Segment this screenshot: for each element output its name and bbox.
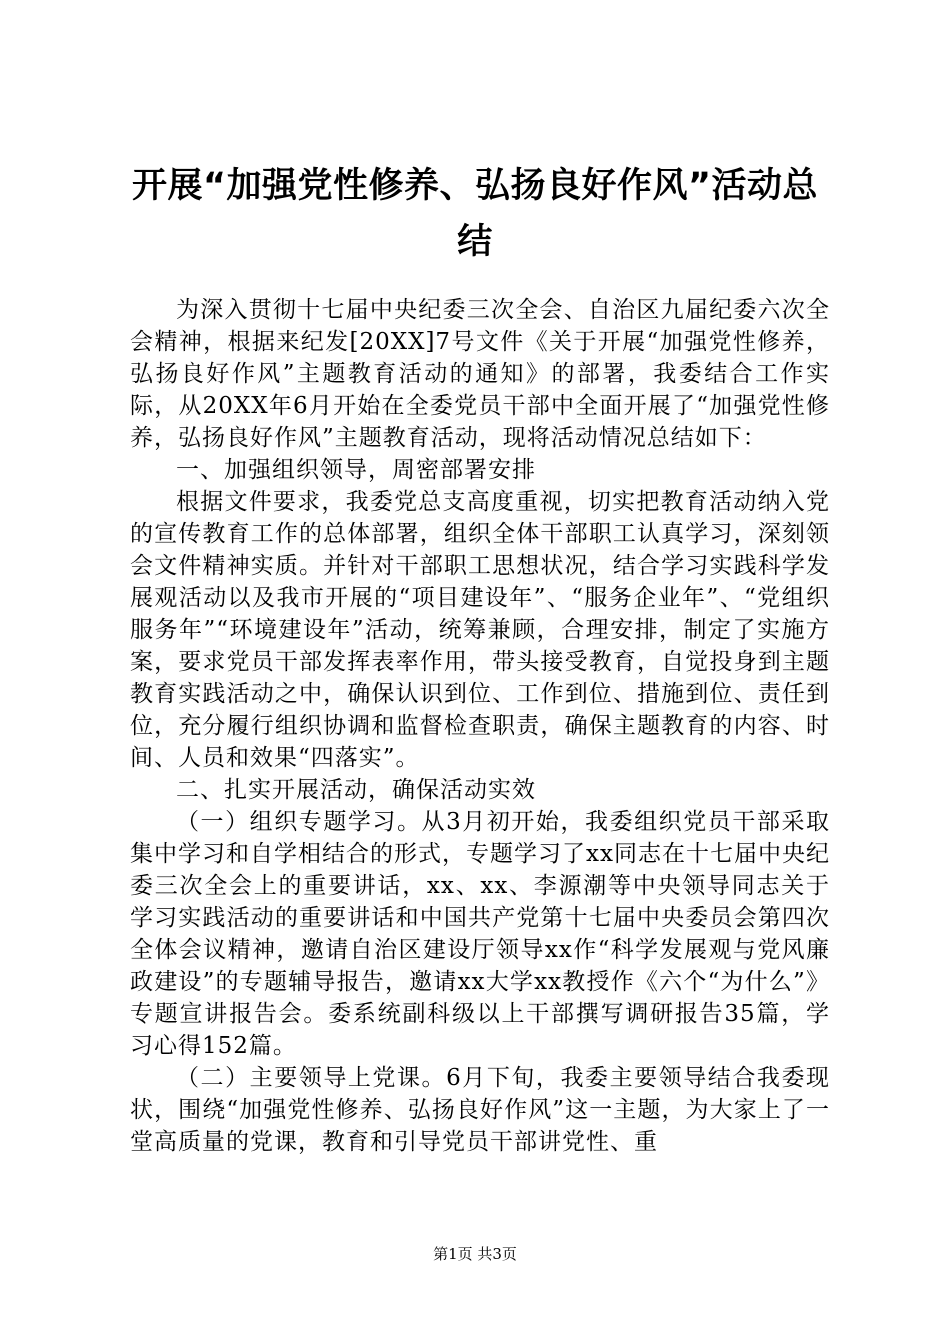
- document-title: [110, 158, 840, 270]
- document-body: [130, 294, 830, 1158]
- section-1-paragraph: 根据文件要求，我委党总支高度重视，切实把教育活动纳入党的宣传教育工作的总体部署，组织全体干部职工认真学习，深刻领会文件精神实质。并针对干部职工思想状况，结合学习实践科学发展观活动以及我市开展的“项目建设年”、“服务企业年”、“党组织服务年”“环境建设年”活动，统筹兼顾，合理安排，制定了实施方案，要求党员干部发挥表率作用，带头接受教育，自觉投身到主题教育实践活动之中，确保认识到位、工作到位、措施到位、责任到位，充分履行组织协调和监督检查职责，确保主题教育的内容、时间、人员和效果“四落实”。: [130, 489, 830, 771]
- intro-paragraph: 为深入贯彻十七届中央纪委三次全会、自治区九届纪委六次全会精神，根据来纪发[20XX]7号文件《关于开展“加强党性修养，弘扬良好作风”主题教育活动的通知》的部署，我委结合工作实际，从20XX年6月开始在全委党员干部中全面开展了“加强党性修养，弘扬良好作风”主题教育活动，现将活动情况总结如下：: [130, 297, 830, 451]
- subsection-1-paragraph: （一）组织专题学习。从3月初开始，我委组织党员干部采取集中学习和自学相结合的形式，专题学习了xx同志在十七届中央纪委三次全会上的重要讲话，xx、xx、李源潮等中央领导同志关于学习实践活动的重要讲话和中国共产党第十七届中央委员会第四次全体会议精神，邀请自治区建设厅领导xx作“科学发展观与党风廉政建设”的专题辅导报告，邀请xx大学xx教授作《六个“为什么”》专题宣讲报告会。委系统副科级以上干部撰写调研报告35篇，学习心得152篇。: [130, 809, 830, 1059]
- title-line-2: 结: [457, 222, 493, 262]
- subsection-2-paragraph: （二）主要领导上党课。6月下旬，我委主要领导结合我委现状，围绕“加强党性修养、弘扬良好作风”这一主题，为大家上了一堂高质量的党课，教育和引导党员干部讲党性、重: [130, 1065, 830, 1155]
- page-footer: 第1页 共3页: [433, 1245, 517, 1263]
- title-line-1: 开展“加强党性修养、弘扬良好作风”活动总: [131, 166, 818, 206]
- section-heading-1: 一、加强组织领导，周密部署安排: [176, 457, 536, 483]
- section-heading-2: 二、扎实开展活动，确保活动实效: [176, 777, 536, 803]
